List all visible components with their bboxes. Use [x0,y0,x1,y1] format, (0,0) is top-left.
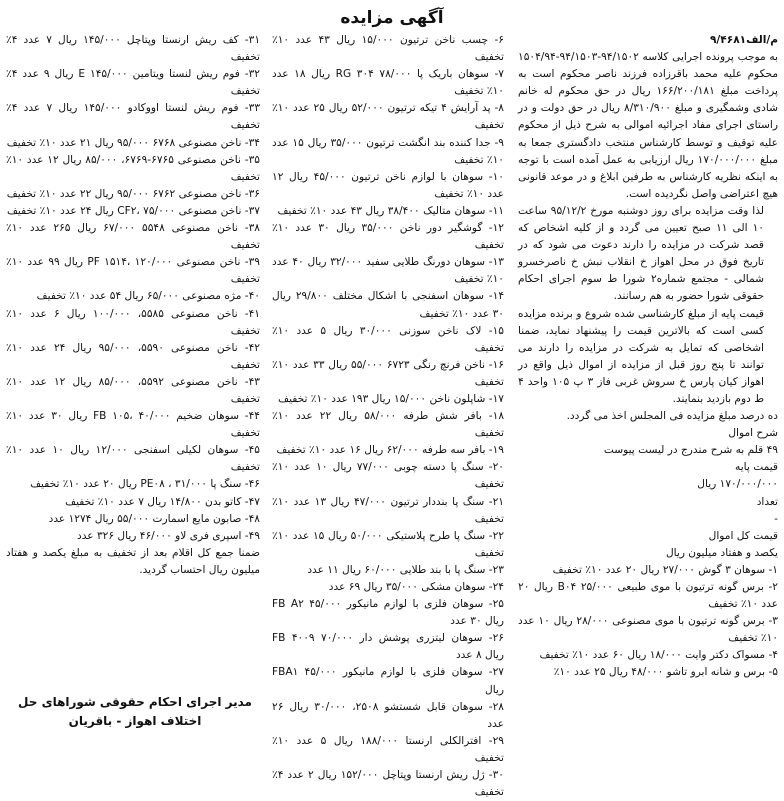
total-label: قیمت کل اموال [708,529,778,542]
list-item: ۱۸- بافر شش طرفه ۵۸/۰۰۰ ریال ۲۲ عدد ۱۰٪ تخفیف [272,410,505,440]
list-item: ۲۸- سوهان قابل شستشو ۲۵۰۸، ۳۰/۰۰۰ ریال ۲۶ عدد [272,700,504,730]
list-item: ۱۶- ناخن فرنچ رنگی ۶۷۲۳ ۵۵/۰۰۰ ریال ۳۳ عدد ۱۰٪ تخفیف [272,358,504,388]
reference-number: ۹/۴۶۸۱م/الف [709,34,778,46]
list-item: ۴- مسواک دکتر وایت ۱۸/۰۰۰ ریال ۶۰ عدد ۱۰٪ تخفیف [539,649,778,662]
list-item: ۲۱- سنگ پا بنددار ترتیون ۴۷/۰۰۰ ریال ۱۳ عدد ۱۰٪ تخفیف [272,495,504,525]
base-price-paragraph: قیمت پایه از مبلغ کارشناسی شده شروع و برنده مزایده کسی است که بالاترین قیمت را پیشنهاد نماید، ضمنا اشخاصی که تمایل به شرکت در مزایده را دارند می توانند تا پنج روز قبل از مزایده از اموال ذیل واقع در اهواز کیان پارس خ سروش غربی فاز ۳ پ ۱۰۵ واحد ۴ ط دوم بازدید بنمایند. [518,307,764,405]
assets-heading: شرح اموال [728,427,778,440]
list-item: ۲۶- سوهان لیتزری پوشش دار FB ۴۰۰۹ ۷۰/۰۰۰ ریال ۸ عدد [272,632,504,662]
count-label: تعداد [756,495,778,508]
count-value: - [774,512,778,525]
column-middle [266,32,510,799]
list-item: ۱۴- سوهان اسفنجی با اشکال مختلف ۲۹/۸۰۰ ریال ۳۰ عدد ۱۰٪ تخفیف [272,290,505,320]
list-item: ۳۵- ناخن مصنوعی ۶۷۶۵-۶۷۶۹، ۸۵/۰۰۰ ریال ۱۲ عدد ۱۰٪ تخفیف [6,153,260,183]
items-list-left [6,32,260,545]
signature-line-1: مدیر اجرای احکام حقوقی شوراهای حل [18,695,252,709]
list-item: ۲۴- سوهان مشکی ۳۵/۰۰۰ ریال ۶۹ عدد [328,581,504,593]
list-item: ۴۴- سوهان ضخیم FB ۱۰۵، ۴۰/۰۰۰ ریال ۳۰ عدد ۱۰٪ تخفیف [6,410,260,440]
list-item: ۳۹- ناخن مصنوعی PF ۱۵۱۴، ۱۲۰/۰۰۰ ریال ۹۹ عدد ۱۰٪ تخفیف [6,256,260,286]
list-item: ۳۴- ناخن مصنوعی ۶۷۶۸ ۹۵/۰۰۰ ریال ۲۱ عدد ۱۰٪ تخفیف [6,136,260,149]
column-left [6,32,266,751]
items-list-middle [272,32,504,801]
list-item: ۴۷- کاتو بدن ۱۴/۸۰۰ ریال ۷ عدد ۱۰٪ تخفیف [65,495,260,508]
list-item: ۴۲- ناخن مصنوعی ۵۵۹۰، ۹۵/۰۰۰ ریال ۲۴ عدد ۱۰٪ تخفیف [6,341,260,371]
list-item: ۲۹- افترالکلی ارنستا ۱۸۸/۰۰۰ ریال ۵ عدد ۱۰٪ تخفیف [272,734,504,764]
signature-block [10,693,260,731]
list-item: ۱۹- بافر سه طرفه ۶۲/۰۰۰ ریال ۱۶ عدد ۱۰٪ تخفیف [276,444,504,457]
assets-summary: ۴۹ قلم به شرح مندرج در لیست پیوست [603,444,778,457]
list-item: ۱- سوهان ۳ گوش ۲۷/۰۰۰ ریال ۲۰ عدد ۱۰٪ تخفیف [552,563,778,576]
base-price-label: قیمت پایه [735,461,778,474]
closing-note: ضمنا جمع کل اقلام بعد از تخفیف به مبلغ یکصد و هفتاد میلیون ریال احتساب گردید. [6,546,260,576]
list-item: ۶- چسب ناخن ترتیون ۱۵/۰۰۰ ریال ۴۳ عدد ۱۰٪ تخفیف [272,34,504,64]
list-item: ۳۳- فوم ریش لنستا اووکادو ۱۴۵/۰۰۰ ریال ۷ عدد ۴٪ تخفیف [6,102,261,132]
list-item: ۲۳- سنگ پا با بند طلایی ۶۰/۰۰۰ ریال ۱۱ عدد [307,563,504,576]
notice-columns [6,32,778,799]
list-item: ۴۱- ناخن مصنوعی ۵۵۸۵، ۱۰۰/۰۰۰ ریال ۶ عدد ۱۰٪ تخفیف [6,307,260,337]
list-item: ۱۳- سوهان دورنگ طلایی سفید ۳۲/۰۰۰ ریال ۴۰ عدد ۱۰٪ تخفیف [272,256,504,286]
list-item: ۱۰- سوهان با لوازم ناخن ترتیون ۴۵/۰۰۰ ریال ۱۲ عدد ۱۰٪ تخفیف [272,170,504,200]
list-item: ۲۷- سوهان فلزی با لوازم مانیکور FBA۱ ۴۵/۰۰۰ ریال [272,666,504,696]
list-item: ۱۵- لاک ناخن سوزنی ۳۰/۰۰۰ ریال ۵ عدد ۱۰٪ تخفیف [272,324,504,354]
list-item: ۳- برس گونه ترتیون با موی مصنوعی ۲۸/۰۰۰ ریال ۱۰ عدد ۱۰٪ تخفیف [518,615,778,645]
list-item: ۴۹- اسپری فری لاو ۴۶/۰۰۰ ریال ۳۲۶ عدد [76,529,260,542]
list-item: ۳۰- ژل ریش ارنستا وپتاچل ۱۵۲/۰۰۰ ریال ۲ عدد ۴٪ تخفیف [272,769,504,799]
list-item: ۲۲- سنگ پا طرح پلاستیکی ۵۰/۰۰۰ ریال ۱۵ عدد ۱۰٪ تخفیف [272,529,504,559]
list-item: ۳۲- فوم ریش لنستا ویتامین E ۱۴۵/۰۰۰ ریال ۹ عدد ۴٪ تخفیف [6,68,260,98]
list-item: ۳۷- ناخن مصنوعی CF۲، ۷۵/۰۰۰ ریال ۲۴ عدد ۱۰٪ تخفیف [6,204,260,217]
list-item: ۵- برس و شانه ابرو تاشو ۴۸/۰۰۰ ریال ۲۵ عدد ۱۰٪ [553,666,778,679]
list-item: ۳۱- کف ریش ارنستا وپتاچل ۱۴۵/۰۰۰ ریال ۷ عدد ۴٪ تخفیف [6,34,261,64]
total-value: یکصد و هفتاد میلیون ریال [665,546,778,559]
base-price-value: ۱۷۰/۰۰۰/۰۰۰ ریال [697,478,778,491]
list-item: ۲- برس گونه ترتیون با موی طبیعی B۰۴ ۲۵/۰۰۰ ریال ۲۰ عدد ۱۰٪ تخفیف [518,581,778,611]
list-item: ۲۰- سنگ پا دسته چوبی ۷۷/۰۰۰ ریال ۱۰ عدد ۱۰٪ تخفیف [272,461,504,491]
list-item: ۴۸- صابون مایع اسمارت ۵۵/۰۰۰ ریال ۱۲۷۴ عدد [48,512,260,525]
list-item: ۱۲- گوشگیر دور ناخن ۳۵/۰۰۰ ریال ۳۰ عدد ۱۰٪ تخفیف [272,222,504,252]
list-item: ۳۸- ناخن مصنوعی ۵۵۴۸ ۶۷/۰۰۰ ریال ۲۶۵ عدد ۱۰٪ تخفیف [6,222,260,252]
list-item: ۴۶- سنگ پا PE۰۸ ، ۳۱/۰۰۰ ریال ۲۰ عدد ۱۰٪ تخفیف [30,478,260,491]
list-item: ۱۷- شاپلون ناخن ۱۵/۰۰۰ ریال ۱۹۳ عدد ۱۰٪ تخفیف [278,392,504,405]
list-item: ۲۵- سوهان فلزی با لوازم مانیکور FB A۲ ۴۵/۰۰۰ ریال ۳۰ عدد [272,598,504,628]
deposit-paragraph: ده درصد مبلغ مزایده فی المجلس اخذ می گردد. [566,410,778,423]
list-item: ۴۵- سوهان لکیلی اسفنجی ۱۲/۰۰۰ ریال ۱۰ عدد ۱۰٪ تخفیف [6,444,260,474]
list-item: ۷- سوهان باریک پا RG ۳۰۴ ۷۸/۰۰۰ ریال ۱۸ عدد ۱۰٪ تخفیف [272,68,504,98]
auction-time-paragraph: لذا وقت مزایده برای روز دوشنبه مورخ ۹۵/۱۲/۲ ساعت ۱۰ الی ۱۱ صبح تعیین می گردد و از کلیه اشخاص که قصد شرکت در مزایده را دارند دعوت می شود که در تاریخ فوق در محل اهواز خ انقلاب نبش خ ناصرخسرو شمالی - مجتمع شماره۲ شورا ط سوم اجرای احکام حقوقی شورا حضور به هم رسانند. [518,204,764,303]
list-item: ۴۳- ناخن مصنوعی ۵۵۹۲، ۸۵/۰۰۰ ریال ۱۲ عدد ۱۰٪ تخفیف [6,375,260,405]
list-item: ۸- پد آرایش ۴ تیکه ترتیون ۵۲/۰۰۰ ریال ۲۵ عدد ۱۰٪ تخفیف [272,102,504,132]
signature-line-2: اختلاف اهواز - باقریان [68,714,202,728]
list-item: ۹- جدا کننده بند انگشت ترتیون ۳۵/۰۰۰ ریال ۱۵ عدد ۱۰٪ تخفیف [272,136,504,166]
list-item: ۱۱- سوهان متالیک ۳۸/۴۰۰ ریال ۴۳ عدد ۱۰٪ تخفیف [277,204,504,217]
intro-paragraph: به موجب پرونده اجرایی کلاسه ۹۴/۱۵۰۲-۹۴/۱۵۰۳-۱۵۰۴/۹۴ محکوم علیه محمد باقرزاده فرزند ناصر محکوم است به پرداخت مبلغ ۱۶۶/۲۰۰/۱۸۱ ریال در حق محکوم له خانم شادی وشمگیری و مبلغ ۸/۳۱۰/۹۰۰ ریال در حق دولت و در راستای اجرای مفاد اجرائیه اموالی به شرح ذیل از محکوم علیه توقیف و توسط کارشناس منتخب دادگستری جمعا به مبلغ ۱۷۰/۰۰۰/۰۰۰ ریال ارزیابی به عمل آمده است با توجه به اینکه نظریه کارشناس به طرفین ابلاغ و در موعد قانونی هیچ اعتراضی واصل نگردیده است. [518,51,778,200]
notice-title: آگهی مزایده [340,8,444,28]
column-right [510,32,778,751]
items-list-right [518,562,778,682]
list-item: ۴۰- مژه مصنوعی ۶۵/۰۰۰ ریال ۵۴ عدد ۱۰٪ تخفیف [36,290,260,303]
list-item: ۳۶- ناخن مصنوعی ۶۷۶۲ ۹۵/۰۰۰ ریال ۲۲ عدد ۱۰٪ تخفیف [6,187,260,200]
